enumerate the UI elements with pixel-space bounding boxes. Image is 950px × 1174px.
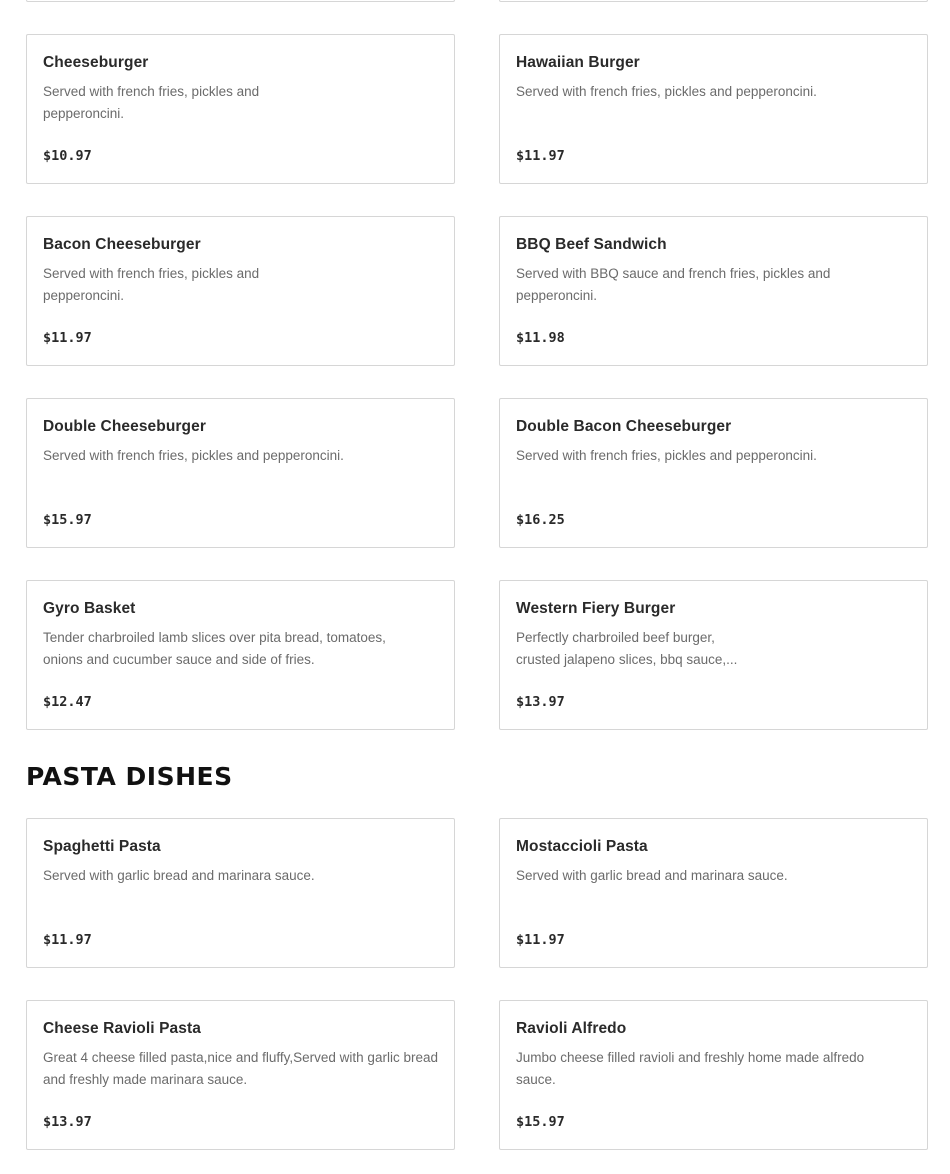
menu-item-card[interactable] — [26, 398, 455, 548]
menu-item-card[interactable] — [26, 580, 455, 730]
menu-item-description: Served with garlic bread and marinara sauce. — [43, 868, 315, 883]
menu-item-name: Spaghetti Pasta — [43, 838, 161, 855]
menu-item-name: BBQ Beef Sandwich — [516, 236, 667, 253]
menu-item-price: $16.25 — [516, 512, 565, 528]
section-heading-pasta: PASTA DISHES — [26, 762, 233, 791]
menu-item-description: Tender charbroiled lamb slices over pita bread, tomatoes, onions and cucumber sauce and side of fries. — [43, 630, 386, 667]
menu-item-description: Served with french fries, pickles and pepperoncini. — [43, 266, 260, 303]
menu-item-name: Western Fiery Burger — [516, 600, 676, 617]
menu-item-card[interactable] — [26, 216, 455, 366]
menu-item-card[interactable] — [499, 34, 928, 184]
menu-item-name: Mostaccioli Pasta — [516, 838, 648, 855]
menu-item-name: Cheeseburger — [43, 54, 149, 71]
menu-item-description: Served with french fries, pickles and pepperoncini. — [43, 84, 260, 121]
menu-item-card[interactable] — [26, 34, 455, 184]
menu-item-price: $11.97 — [43, 932, 92, 948]
menu-item-card[interactable] — [499, 580, 928, 730]
menu-item-price: $11.98 — [516, 330, 565, 346]
menu-item-card[interactable] — [499, 818, 928, 968]
menu-item-description: Served with french fries, pickles and pepperoncini. — [516, 84, 817, 99]
menu-item-price: $10.97 — [43, 148, 92, 164]
menu-item-card[interactable] — [499, 1000, 928, 1150]
menu-item-name: Hawaiian Burger — [516, 54, 640, 71]
pasta-item-grid — [26, 818, 928, 1150]
menu-item-name: Gyro Basket — [43, 600, 136, 617]
menu-item-name: Double Bacon Cheeseburger — [516, 418, 732, 435]
menu-item-card[interactable] — [499, 398, 928, 548]
menu-item-price: $15.97 — [43, 512, 92, 528]
menu-item-name: Double Cheeseburger — [43, 418, 206, 435]
menu-item-price: $15.97 — [516, 1114, 565, 1130]
menu-item-price: $12.47 — [43, 694, 92, 710]
menu-item-price: $13.97 — [516, 694, 565, 710]
menu-item-price: $11.97 — [43, 330, 92, 346]
menu-item-price: $11.97 — [516, 932, 565, 948]
menu-item-card[interactable] — [26, 1000, 455, 1150]
menu-item-card-partial[interactable] — [499, 0, 928, 2]
menu-item-card-partial[interactable] — [26, 0, 455, 2]
menu-item-description: Jumbo cheese filled ravioli and freshly home made alfredo sauce. — [516, 1050, 865, 1087]
menu-item-name: Ravioli Alfredo — [516, 1020, 627, 1037]
menu-item-price: $13.97 — [43, 1114, 92, 1130]
menu-item-card[interactable] — [26, 818, 455, 968]
burgers-item-grid — [26, 34, 928, 730]
menu-item-name: Bacon Cheeseburger — [43, 236, 201, 253]
menu-item-name: Cheese Ravioli Pasta — [43, 1020, 201, 1037]
menu-item-card[interactable] — [499, 216, 928, 366]
menu-item-description: Served with garlic bread and marinara sauce. — [516, 868, 788, 883]
menu-item-description: Great 4 cheese filled pasta,nice and fluffy,Served with garlic bread and freshly made marinara sauce. — [43, 1050, 438, 1087]
menu-item-price: $11.97 — [516, 148, 565, 164]
menu-item-description: Perfectly charbroiled beef burger, crusted jalapeno slices, bbq sauce,... — [516, 630, 738, 667]
menu-item-description: Served with french fries, pickles and pepperoncini. — [516, 448, 817, 463]
menu-item-description: Served with BBQ sauce and french fries, pickles and pepperoncini. — [516, 266, 831, 303]
menu-item-description: Served with french fries, pickles and pepperoncini. — [43, 448, 344, 463]
